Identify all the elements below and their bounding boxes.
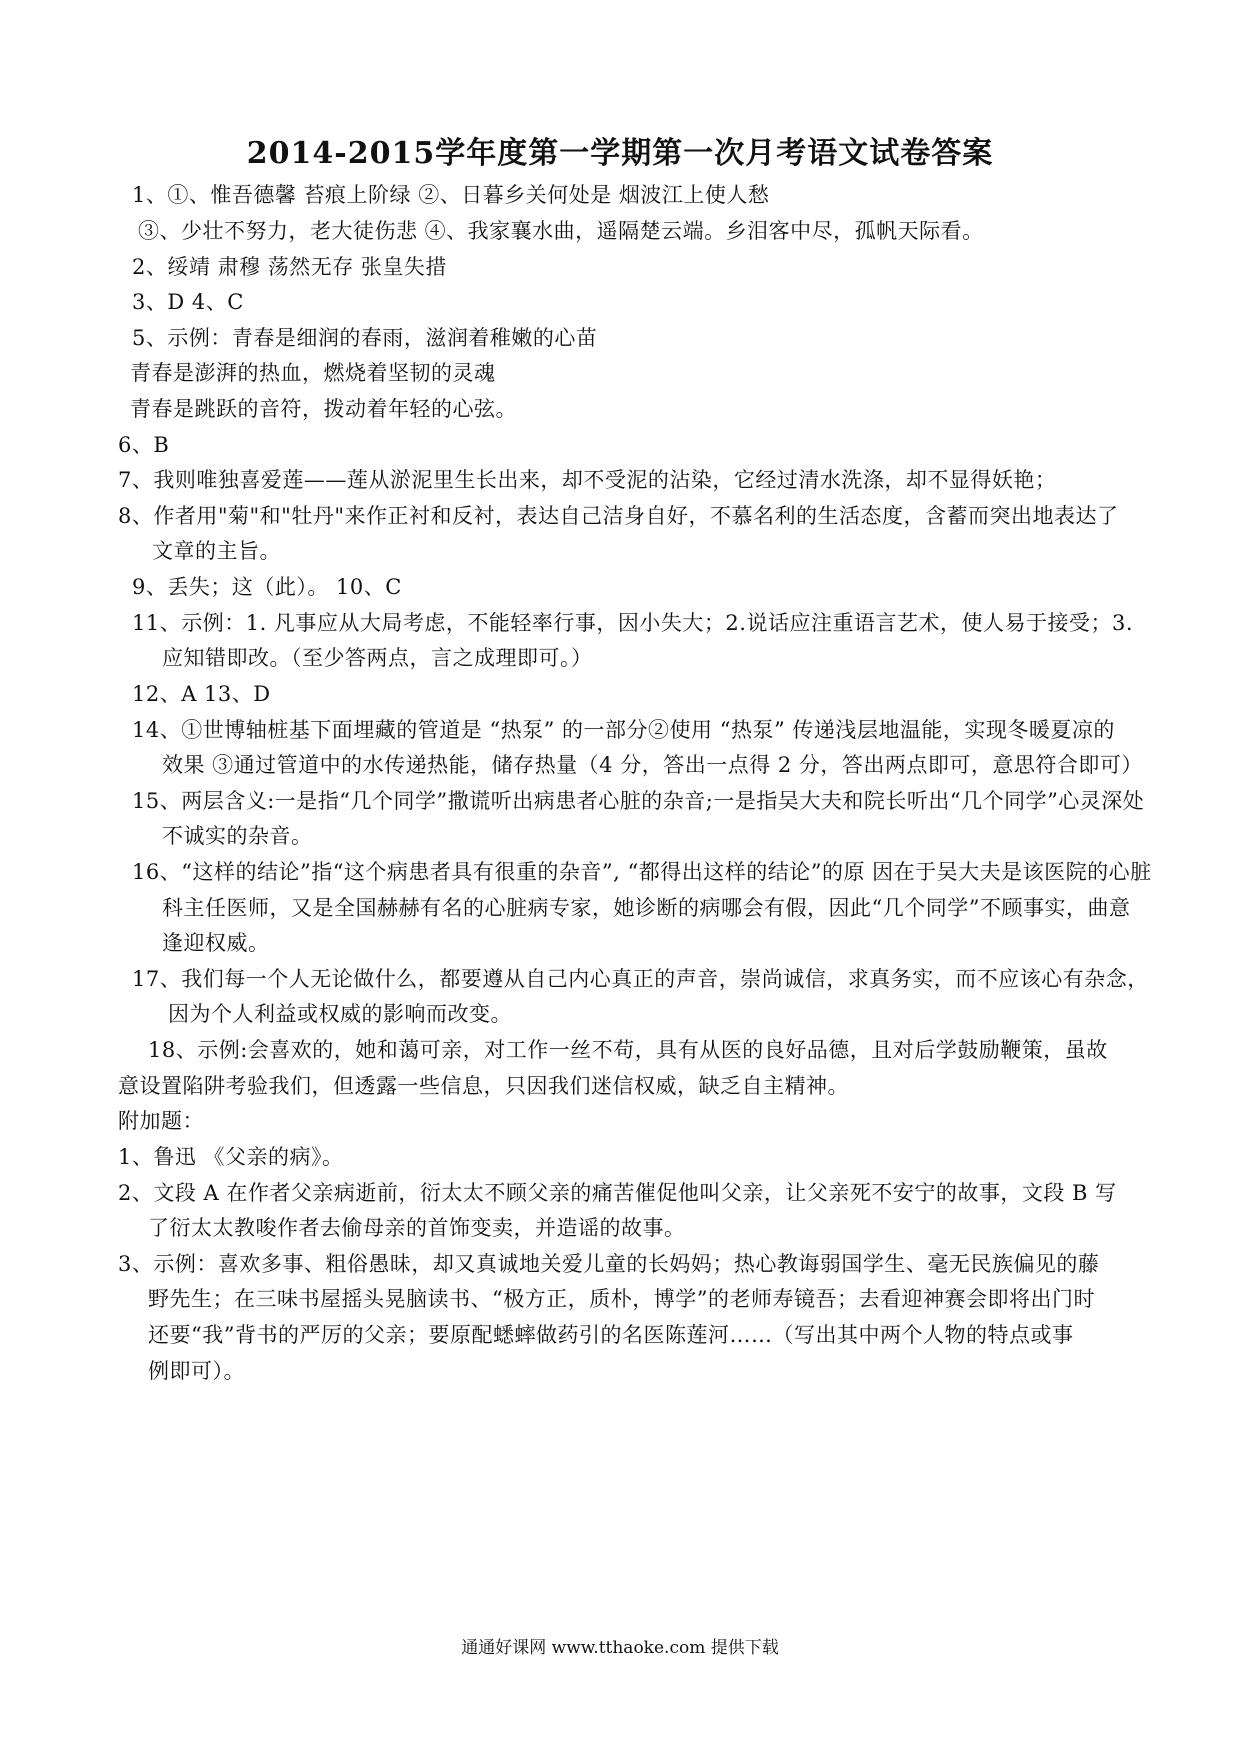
answer-line: 14、①世博轴桩基下面埋藏的管道是 “热泵” 的一部分②使用 “热泵” 传递浅层地温能，实现冬暖夏凉的 — [132, 718, 1115, 742]
answer-line: 青春是澎湃的热血，燃烧着坚韧的灵魂 — [130, 361, 496, 385]
answer-line: 8、作者用"菊"和"牡丹"来作正衬和反衬，表达自己洁身自好，不慕名利的生活态度，含蓄而突出地表达了 — [118, 504, 1119, 528]
answer-line: 了衍太太教唆作者去偷母亲的首饰变卖，并造谣的故事。 — [148, 1216, 686, 1240]
answer-line: ③、少壮不努力，老大徒伤悲 ④、我家襄水曲，遥隔楚云端。乡泪客中尽，孤帆天际看。 — [138, 219, 984, 243]
answer-line: 11、示例：1. 凡事应从大局考虑，不能轻率行事，因小失大；2.说话应注重语言艺术，使人易于接受；3. — [132, 611, 1134, 635]
answer-line: 意设置陷阱考验我们，但透露一些信息，只因我们迷信权威，缺乏自主精神。 — [118, 1074, 849, 1098]
answer-line: 12、A 13、D — [132, 682, 271, 706]
answer-line: 不诚实的杂音。 — [162, 824, 313, 848]
answer-line: 例即可）。 — [148, 1359, 245, 1383]
answer-line: 18、示例:会喜欢的，她和蔼可亲，对工作一丝不苟，具有从医的良好品德，且对后学鼓励鞭策，虽故 — [148, 1038, 1108, 1062]
page-title: 2014-2015学年度第一学期第一次月考语文试卷答案 — [246, 136, 994, 171]
answer-line: 科主任医师，又是全国赫赫有名的心脏病专家，她诊断的病哪会有假，因此“几个同学”不顾事实，曲意 — [162, 896, 1131, 920]
answer-line: 3、示例：喜欢多事、粗俗愚昧，却又真诚地关爱儿童的长妈妈；热心教诲弱国学生、毫无民族偏见的藤 — [118, 1252, 1100, 1276]
answer-line: 逢迎权威。 — [162, 931, 270, 955]
answer-line: 15、两层含义:一是指“几个同学”撒谎听出病患者心脏的杂音;一是指吴大夫和院长听出“几个同学”心灵深处 — [132, 789, 1145, 813]
footer-credit: 通通好课网 www.tthaoke.com 提供下载 — [461, 1638, 779, 1658]
answer-line: 2、绥靖 肃穆 荡然无存 张皇失措 — [132, 255, 447, 279]
answer-line: 7、我则唯独喜爱莲——莲从淤泥里生长出来，却不受泥的沾染，它经过清水洗涤，却不显得妖艳； — [118, 468, 1057, 492]
answer-line: 5、示例：青春是细润的春雨，滋润着稚嫩的心苗 — [132, 326, 598, 350]
answer-line: 应知错即改。（至少答两点，言之成理即可。） — [162, 646, 593, 670]
answer-line: 文章的主旨。 — [152, 539, 281, 563]
answer-line: 16、“这样的结论”指“这个病患者具有很重的杂音”, “都得出这样的结论”的原 因在于吴大夫是该医院的心脏 — [132, 860, 1152, 884]
answer-line: 2、文段 A 在作者父亲病逝前，衍太太不顾父亲的痛苦催促他叫父亲，让父亲死不安宁的故事，文段 B 写 — [118, 1181, 1117, 1205]
answer-line: 野先生；在三味书屋摇头晃脑读书、“极方正，质朴，博学”的老师寿镜吾；去看迎神赛会即将出门时 — [148, 1287, 1095, 1311]
answer-line: 还要“我”背书的严厉的父亲；要原配蟋蟀做药引的名医陈莲河……（写出其中两个人物的特点或事 — [148, 1323, 1074, 1347]
answer-line: 9、丢失；这（此）。 10、C — [132, 575, 402, 599]
answer-line: 因为个人利益或权威的影响而改变。 — [168, 1002, 512, 1026]
answer-line: 17、我们每一个人无论做什么，都要遵从自己内心真正的声音，崇尚诚信，求真务实，而不应该心有杂念， — [132, 967, 1149, 991]
answer-line: 1、鲁迅 《父亲的病》。 — [118, 1145, 344, 1169]
answer-line: 1、①、惟吾德馨 苔痕上阶绿 ②、日暮乡关何处是 烟波江上使人愁 — [132, 183, 770, 207]
answer-line: 6、B — [118, 433, 170, 457]
answer-line: 青春是跳跃的音符，拨动着年轻的心弦。 — [130, 397, 517, 421]
answer-line: 3、D 4、C — [132, 290, 244, 314]
answer-line: 附加题： — [118, 1109, 204, 1133]
answer-line: 效果 ③通过管道中的水传递热能，储存热量（4 分，答出一点得 2 分，答出两点即可，意思符合即可） — [162, 753, 1143, 777]
